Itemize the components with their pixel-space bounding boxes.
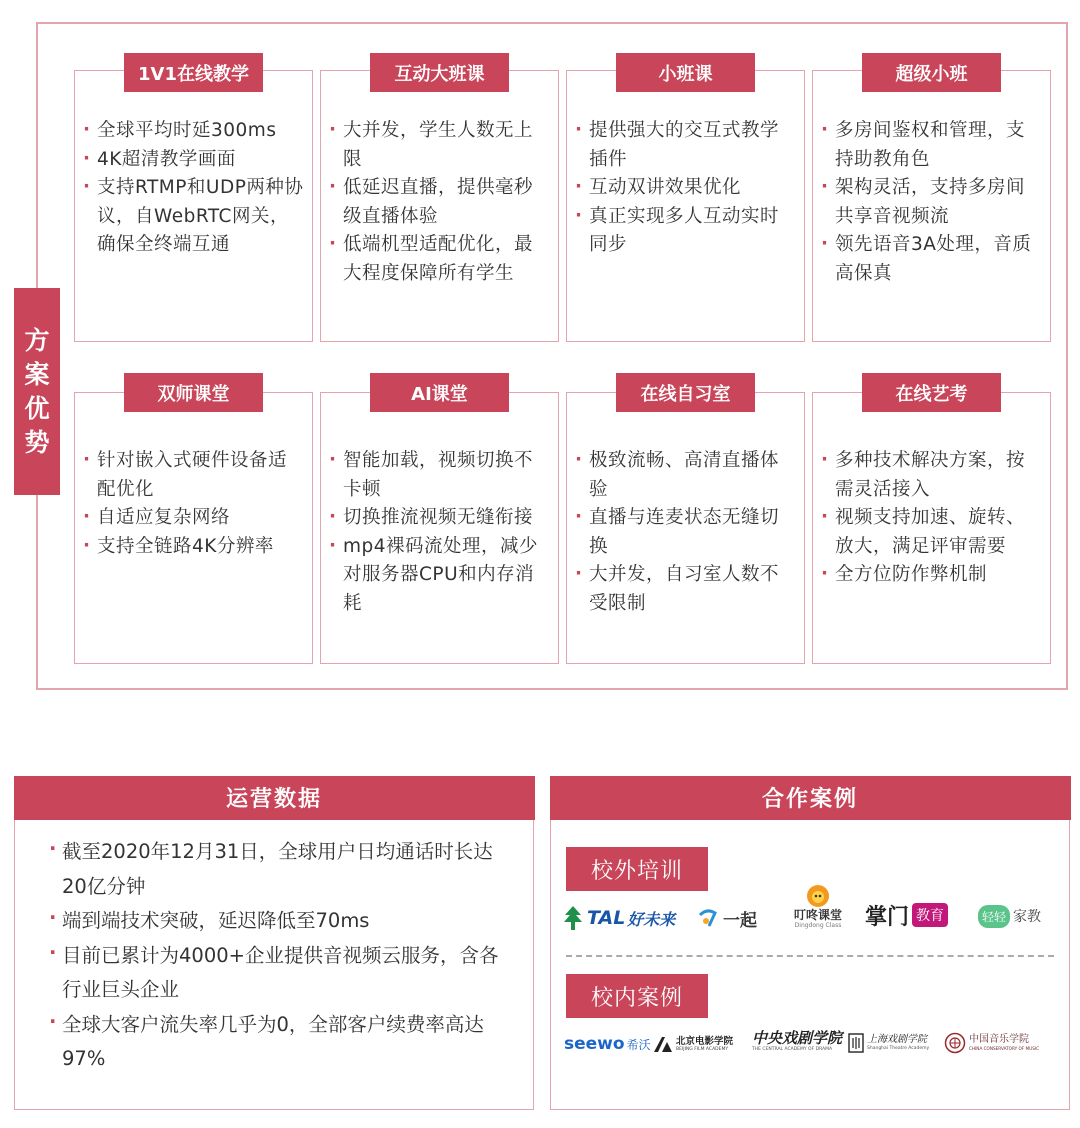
list-item: · 截至2020年12月31日，全球用户日均通话时长达20亿分钟: [62, 835, 513, 904]
dingdong-icon: [805, 884, 831, 908]
cases-title: 合作案例: [550, 776, 1071, 820]
side-tab-char: 势: [24, 427, 50, 457]
card-title: 互动大班课: [370, 53, 509, 92]
yiqi-logo: [697, 905, 757, 931]
list-item: · 智能加载，视频切换不卡顿: [343, 447, 550, 504]
card-title: 在线自习室: [616, 373, 755, 412]
card-art-exam: [812, 392, 1051, 664]
side-tab-char: 案: [24, 359, 50, 389]
card-1v1: [74, 70, 313, 342]
zhongyin-logo: [944, 1030, 1039, 1056]
yiqi-icon: [697, 907, 719, 929]
list-item: · 目前已累计为4000+企业提供音视频云服务，含各行业巨头企业: [62, 939, 513, 1008]
list-item: · 多房间鉴权和管理，支持助教角色: [835, 117, 1042, 174]
qingqing-badge: 轻轻: [978, 905, 1010, 928]
tree-icon: [562, 905, 584, 931]
list-item: · 多种技术解决方案，按需灵活接入: [835, 447, 1042, 504]
card-small-class: [566, 70, 805, 342]
zhongyin-en: CHINA CONSERVATORY OF MUSIC: [969, 1046, 1040, 1051]
dingdong-subtext: Dingdong Class: [794, 922, 842, 929]
zhangmen-text: 掌门: [865, 904, 910, 930]
school-cases-tag: 校内案例: [566, 974, 708, 1018]
zhongyin-text: 中国音乐学院: [969, 1034, 1029, 1045]
zhangmen-badge: 教育: [912, 903, 948, 927]
card-title: 小班课: [616, 53, 755, 92]
cases-box: [550, 776, 1070, 1110]
list-item: · 领先语音3A处理，音质高保真: [835, 231, 1042, 288]
bfa-logo: [653, 1032, 733, 1056]
zhangmen-logo: [865, 900, 948, 930]
tal-mark: TAL: [587, 907, 626, 929]
shangxi-en: Shanghai Theatre Academy: [867, 1046, 930, 1051]
external-training-tag: 校外培训: [566, 847, 708, 891]
list-item: · 支持RTMP和UDP两种协议，自WebRTC网关，确保全终端互通: [97, 174, 304, 260]
list-item: · 大并发，自习室人数不受限制: [589, 561, 796, 618]
list-item: · 大并发，学生人数无上限: [343, 117, 550, 174]
card-title: 1V1在线教学: [124, 53, 263, 92]
side-tab-char: 方: [24, 325, 50, 355]
list-item: · 直播与连麦状态无缝切换: [589, 504, 796, 561]
card-study-room: [566, 392, 805, 664]
side-tab-char: 优: [24, 393, 50, 423]
seewo-text: seewo: [564, 1034, 625, 1054]
zhongxi-text: 中央戏剧学院: [752, 1029, 843, 1047]
operations-title: 运营数据: [14, 776, 535, 820]
shangxi-emblem-icon: [847, 1032, 865, 1054]
qingqing-text: 家教: [1013, 909, 1042, 925]
list-item: · 针对嵌入式硬件设备适配优化: [97, 447, 304, 504]
section-divider: [566, 955, 1054, 957]
dingdong-logo: [787, 884, 849, 932]
list-item: · 提供强大的交互式教学插件: [589, 117, 796, 174]
card-title: 在线艺考: [862, 373, 1001, 412]
card-title: 超级小班: [862, 53, 1001, 92]
list-item: · 切换推流视频无缝衔接: [343, 504, 550, 533]
list-item: · 视频支持加速、旋转、放大，满足评审需要: [835, 504, 1042, 561]
list-item: · 4K超清教学画面: [97, 146, 304, 175]
list-item: · 极致流畅、高清直播体验: [589, 447, 796, 504]
list-item: · 真正实现多人互动实时同步: [589, 203, 796, 260]
list-item: · 互动双讲效果优化: [589, 174, 796, 203]
list-item: · 支持全链路4K分辨率: [97, 533, 304, 562]
bfa-text: 北京电影学院: [676, 1035, 734, 1047]
seewo-logo: [564, 1033, 651, 1055]
operations-box: [14, 776, 534, 1110]
zhongxi-en: THE CENTRAL ACADEMY OF DRAMA: [752, 1047, 833, 1052]
card-dual-teacher: [74, 392, 313, 664]
card-title: 双师课堂: [124, 373, 263, 412]
list-item: · 全球平均时延300ms: [97, 117, 304, 146]
dingdong-text: 叮咚课堂: [793, 908, 842, 922]
list-item: · 自适应复杂网络: [97, 504, 304, 533]
list-item: · 架构灵活，支持多房间共享音视频流: [835, 174, 1042, 231]
list-item: · 端到端技术突破，延迟降低至70ms: [62, 904, 513, 939]
list-item: · 低端机型适配优化，最大程度保障所有学生: [343, 231, 550, 288]
list-item: · mp4裸码流处理，减少对服务器CPU和内存消耗: [343, 533, 550, 619]
list-item: · 全球大客户流失率几乎为0，全部客户续费率高达97%: [62, 1008, 513, 1077]
seewo-cn: 希沃: [626, 1037, 651, 1052]
card-large-class: [320, 70, 559, 342]
shangxi-logo: [847, 1030, 929, 1056]
zhongxi-logo: [752, 1029, 842, 1057]
shangxi-text: 上海戏剧学院: [867, 1034, 927, 1045]
bfa-en: BEIJING FILM ACADEMY: [676, 1046, 729, 1052]
card-ai-class: [320, 392, 559, 664]
list-item: · 低延迟直播，提供毫秒级直播体验: [343, 174, 550, 231]
card-title: AI课堂: [370, 373, 509, 412]
list-item: · 全方位防作弊机制: [835, 561, 1042, 590]
bfa-icon: [653, 1035, 673, 1053]
yiqi-text: 一起: [723, 910, 757, 931]
card-super-small-class: [812, 70, 1051, 342]
zhongyin-seal-icon: [944, 1032, 966, 1054]
tal-logo: [562, 903, 675, 933]
qingqing-logo: [978, 903, 1041, 929]
tal-text: 好未来: [627, 909, 676, 929]
solution-advantages-tab: [14, 288, 60, 495]
